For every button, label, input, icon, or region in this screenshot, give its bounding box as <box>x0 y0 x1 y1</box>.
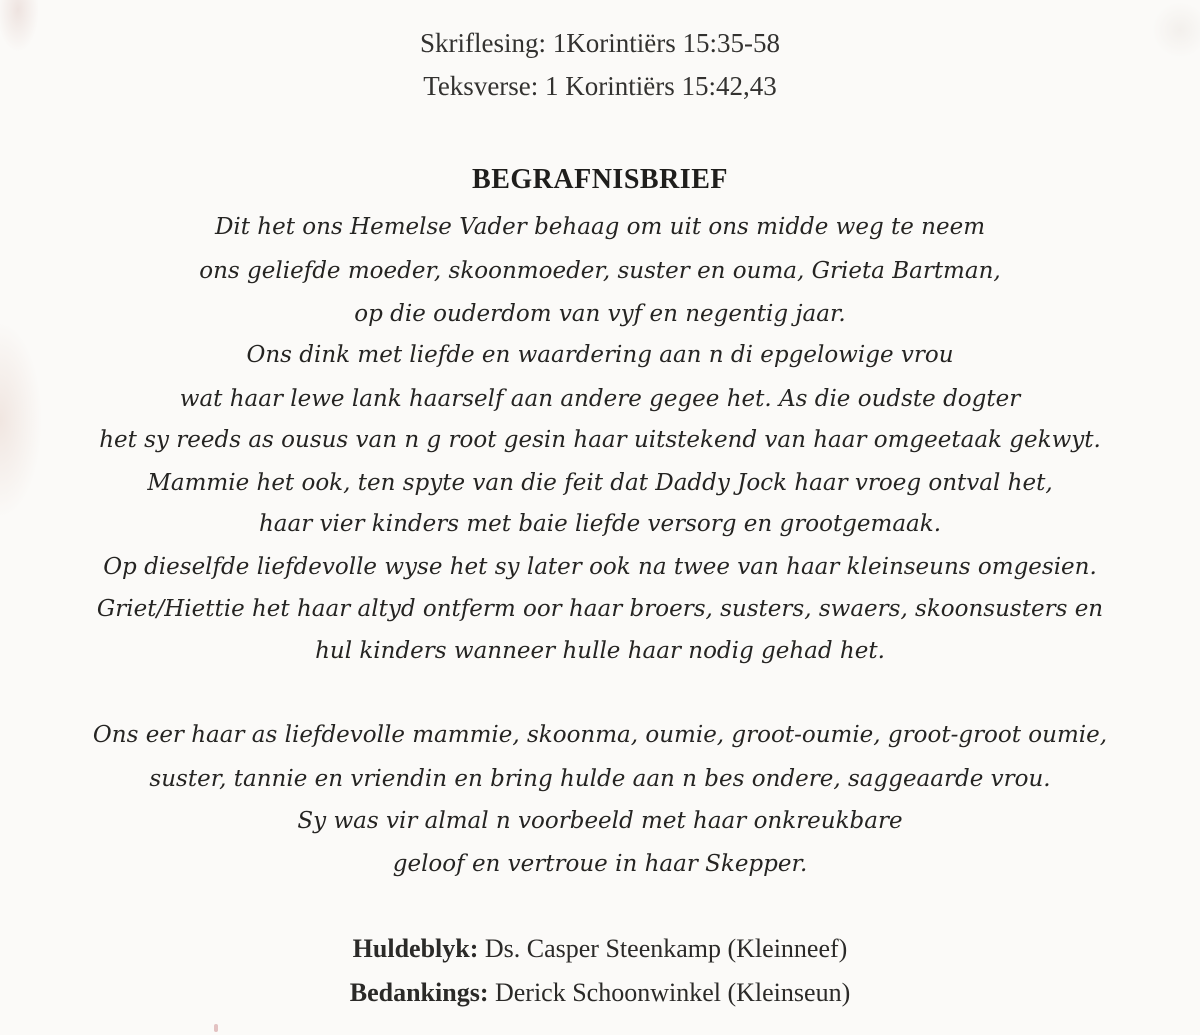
thanks-label: Bedankings: <box>349 978 489 1007</box>
letter-line: Ons dink met liefde en waardering aan n di epgelowige vrou <box>246 342 954 368</box>
letter-line: Sy was vir almal n voorbeeld met haar onkreukbare <box>297 808 903 834</box>
letter-line: geloof en vertroue in haar Skepper. <box>392 851 808 877</box>
thanks-value: Derick Schoonwinkel (Kleinseun) <box>488 978 851 1007</box>
letter-line: Ons eer haar as liefdevolle mammie, skoonma, oumie, groot-oumie, groot-groot oumie, <box>92 722 1108 748</box>
letter-line: Mammie het ook, ten spyte van die feit dat Daddy Jock haar vroeg ontval het, <box>147 470 1053 496</box>
tribute-label: Huldeblyk: <box>352 934 479 963</box>
paper-speck <box>214 1024 218 1032</box>
letter-line: ons geliefde moeder, skoonmoeder, suster en ouma, Grieta Bartman, <box>199 258 1001 284</box>
letter-line: op die ouderdom van vyf en negentig jaar. <box>354 301 846 327</box>
letter-line: Dit het ons Hemelse Vader behaag om uit ons midde weg te neem <box>214 214 986 240</box>
letter-line: wat haar lewe lank haarself aan andere gegee het. As die oudste dogter <box>179 386 1021 412</box>
letter-line: suster, tannie en vriendin en bring hulde aan n bes ondere, saggeaarde vrou. <box>149 766 1051 792</box>
letter-line: het sy reeds as ousus van n g root gesin haar uitstekend van haar omgeetaak gekwyt. <box>99 427 1101 453</box>
tribute-value: Ds. Casper Steenkamp (Kleinneef) <box>478 934 848 963</box>
scripture-text-verses: Teksverse: 1 Korintiërs 15:42,43 <box>423 71 777 101</box>
letter-line: haar vier kinders met baie liefde versorg en grootgemaak. <box>258 511 941 537</box>
letter-line: Griet/Hiettie het haar altyd ontferm oor haar broers, susters, swaers, skoonsusters en <box>96 596 1104 622</box>
letter-line: Op dieselfde liefdevolle wyse het sy later ook na twee van haar kleinseuns omgesien. <box>103 554 1097 580</box>
thanks-credit <box>0 978 1200 1008</box>
tribute-credit <box>0 934 1200 964</box>
scripture-reading: Skriflesing: 1Korintiërs 15:35-58 <box>420 28 780 58</box>
letter-line: hul kinders wanneer hulle haar nodig gehad het. <box>315 638 885 664</box>
letter-heading: BEGRAFNISBRIEF <box>472 164 728 195</box>
